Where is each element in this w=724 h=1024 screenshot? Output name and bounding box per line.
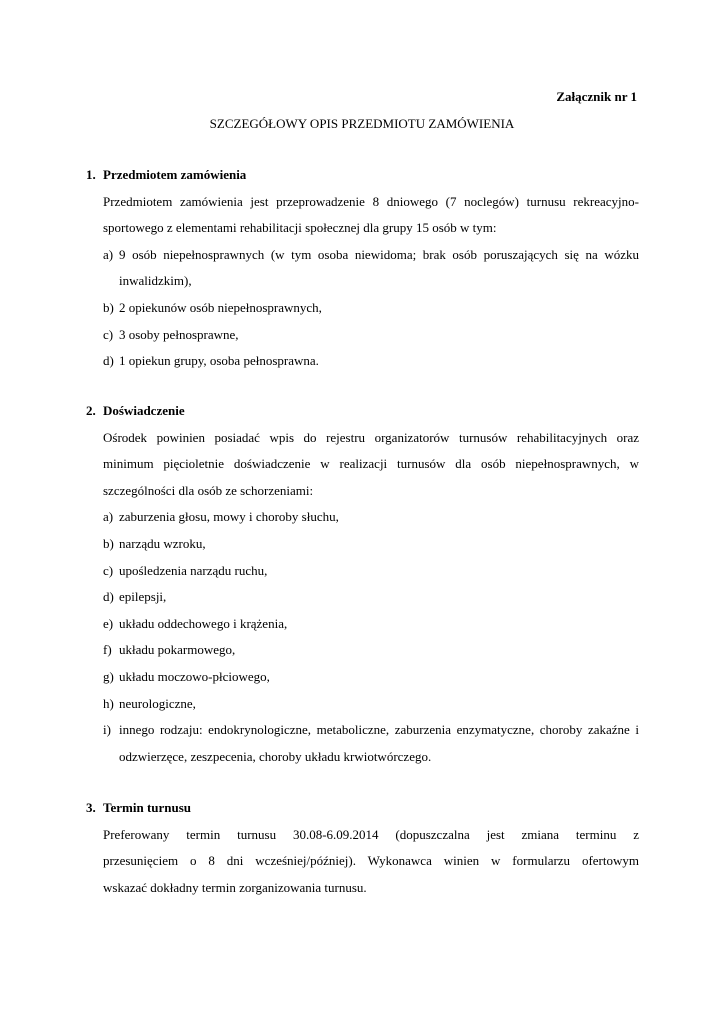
section-title: Przedmiotem zamówienia: [103, 167, 247, 182]
list-marker: h): [103, 695, 114, 711]
paragraph-line: Ośrodek powinien posiadać wpis do rejestru organizatorów turnusów rehabilitacyjnych oraz: [103, 429, 639, 445]
paragraph-line: szczególności dla osób ze schorzeniami:: [103, 482, 314, 498]
list-item-text: 3 osoby pełnosprawne,: [119, 326, 239, 342]
annex-label: Załącznik nr 1: [556, 89, 637, 104]
list-item-text: innego rodzaju: endokrynologiczne, metaboliczne, zaburzenia enzymatyczne, choroby zakaźne i odzwierzęce, zeszpecenia, choroby układu krwiotwórczego.: [119, 722, 639, 764]
list-item-text: układu oddechowego i krążenia,: [119, 615, 288, 631]
participants-list: [86, 242, 639, 375]
paragraph-line: wskazać dokładny termin zorganizowania turnusu.: [103, 879, 367, 895]
list-item-text: 9 osób niepełnosprawnych (w tym osoba niewidoma; brak osób poruszających się na wózku inwalidzkim),: [119, 246, 639, 289]
list-marker: g): [103, 668, 114, 684]
list-item: [86, 322, 639, 349]
list-item-text: epilepsji,: [119, 589, 167, 605]
list-marker: a): [103, 246, 114, 262]
list-marker: f): [103, 642, 112, 658]
document-title: SZCZEGÓŁOWY OPIS PRZEDMIOTU ZAMÓWIENIA: [209, 116, 515, 131]
list-item-text: upośledzenia narządu ruchu,: [119, 562, 268, 578]
section-experience: [86, 398, 639, 770]
section-number: 3.: [86, 800, 96, 815]
list-marker: e): [103, 615, 114, 631]
list-marker: d): [103, 589, 114, 605]
section-subject: [86, 162, 639, 375]
paragraph-line: Przedmiotem zamówienia jest przeprowadzenie 8 dniowego (7 noclegów) turnusu rekreacyjno-: [103, 193, 639, 209]
list-item-text: układu moczowo-płciowego,: [119, 668, 270, 684]
list-item: [86, 531, 639, 558]
section-term: [86, 795, 639, 901]
list-marker: a): [103, 509, 114, 525]
list-item: [86, 558, 639, 585]
list-item: [86, 637, 639, 664]
list-marker: c): [103, 562, 114, 578]
section-number: 1.: [86, 167, 96, 182]
list-item: [86, 348, 639, 375]
list-marker: b): [103, 535, 114, 551]
list-item: [86, 717, 639, 770]
list-item: [86, 242, 639, 295]
list-item-text: 2 opiekunów osób niepełnosprawnych,: [119, 299, 322, 315]
section-heading: [86, 162, 639, 189]
list-item: [86, 504, 639, 531]
paragraph-line: przesunięciem o 8 dni wcześniej/później). Wykonawca winien w formularzu ofertowym: [103, 853, 639, 869]
section-title: Doświadczenie: [103, 403, 185, 418]
list-item: [86, 584, 639, 611]
list-item: [86, 664, 639, 691]
list-item-text: układu pokarmowego,: [119, 642, 236, 658]
list-marker: b): [103, 299, 114, 315]
section-heading: [86, 795, 639, 822]
list-item: [86, 611, 639, 638]
list-item-text: 1 opiekun grupy, osoba pełnosprawna.: [119, 353, 319, 369]
list-marker: i): [103, 722, 111, 738]
list-item: [86, 691, 639, 718]
section-heading: [86, 398, 639, 425]
list-item-text: narządu wzroku,: [119, 535, 206, 551]
paragraph-line: minimum pięcioletnie doświadczenie w realizacji turnusów dla osób niepełnosprawnych, w: [103, 456, 639, 472]
list-item-text: neurologiczne,: [119, 695, 196, 711]
list-item: [86, 295, 639, 322]
list-marker: c): [103, 326, 114, 342]
list-item-text: zaburzenia głosu, mowy i choroby słuchu,: [119, 509, 339, 525]
paragraph-line: sportowego z elementami rehabilitacji społecznej dla grupy 15 osób w tym:: [103, 220, 497, 236]
section-title: Termin turnusu: [103, 800, 192, 815]
list-marker: d): [103, 353, 114, 369]
section-number: 2.: [86, 403, 96, 418]
conditions-list: [86, 504, 639, 770]
paragraph-line: Preferowany termin turnusu 30.08-6.09.2014 (dopuszczalna jest zmiana terminu z: [103, 826, 639, 842]
